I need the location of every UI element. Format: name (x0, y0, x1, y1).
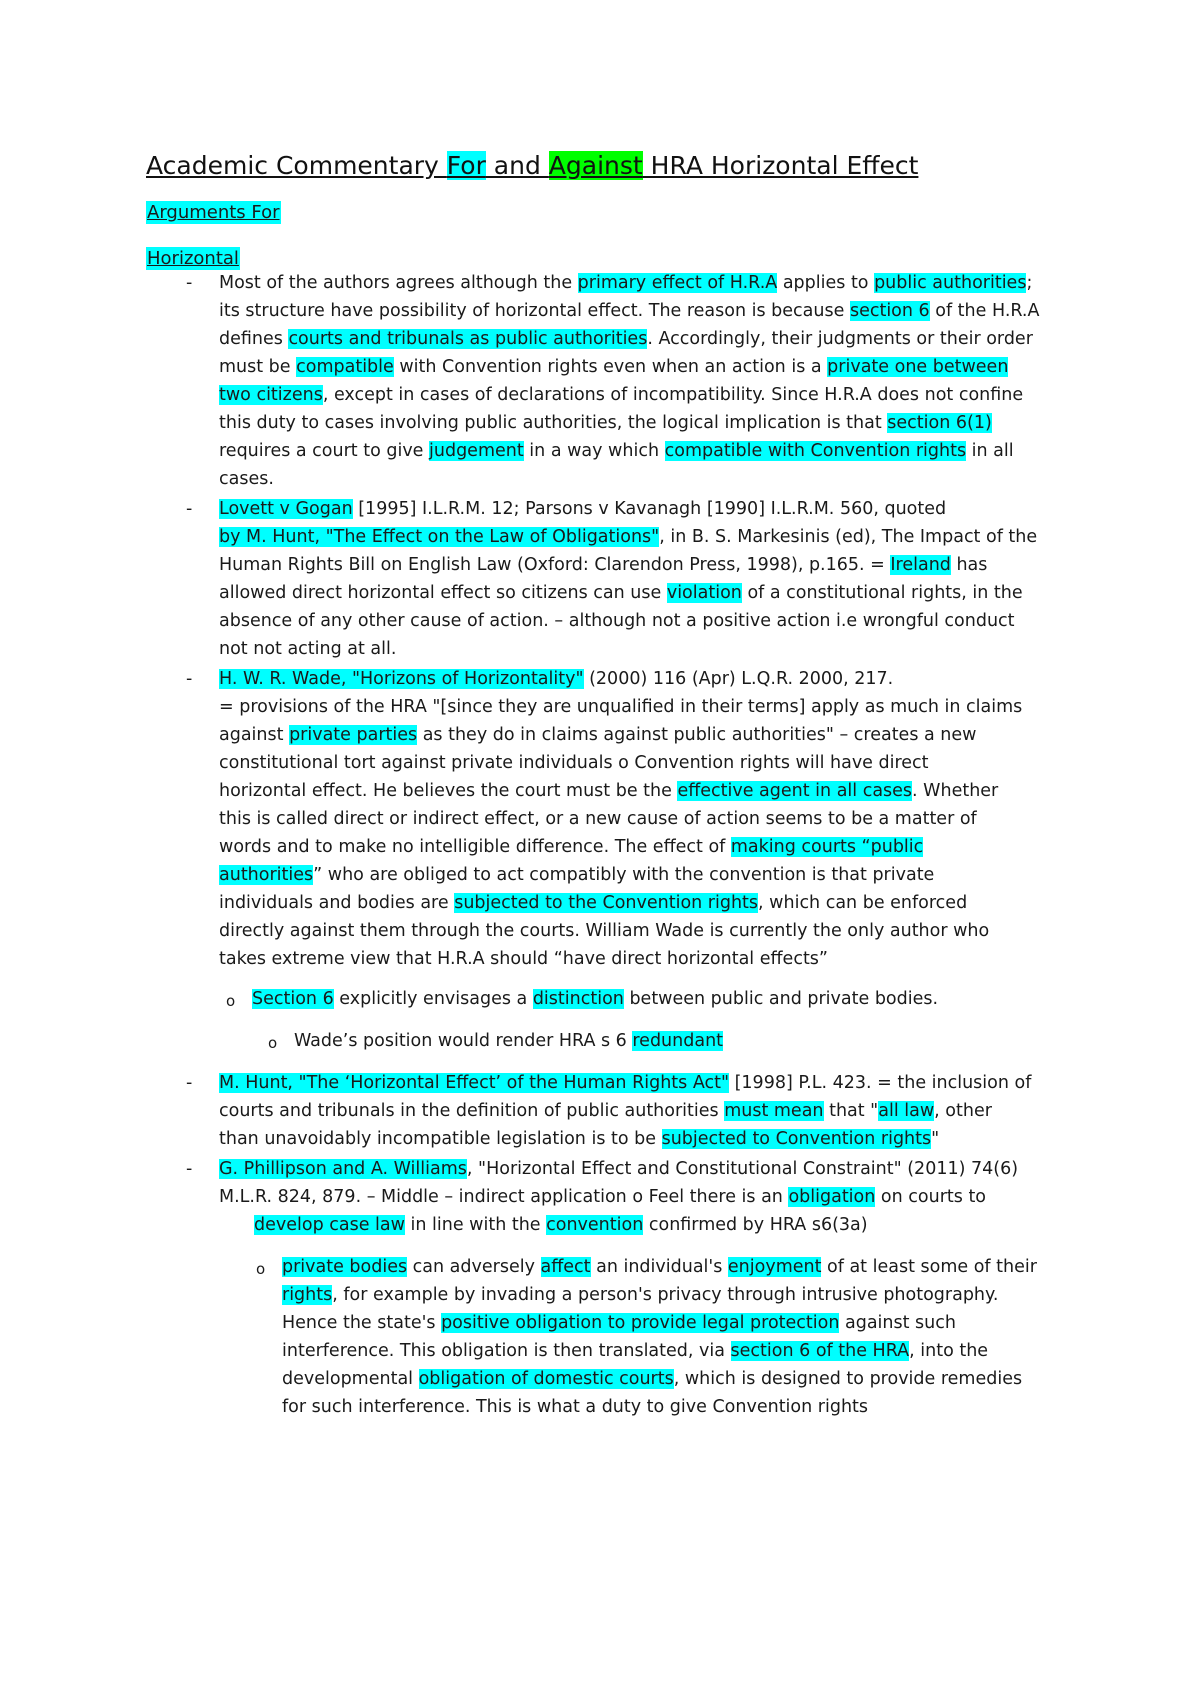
text-run: directly against them through the courts. William Wade is currently the only author who (219, 921, 990, 941)
highlighted-text: judgement (429, 441, 524, 461)
text-run: with Convention rights even when an action is a (393, 357, 828, 377)
text-line (282, 1336, 988, 1367)
text-line (294, 1026, 723, 1057)
text-line (219, 1154, 1018, 1185)
text-line (282, 1252, 1037, 1283)
highlighted-text: effective agent in all cases (677, 781, 913, 801)
highlighted-text: rights (282, 1285, 333, 1305)
text-line (219, 550, 987, 581)
highlighted-text: convention (546, 1215, 644, 1235)
text-run: M.L.R. 824, 879. – Middle – indirect application o Feel there is an (219, 1187, 789, 1207)
highlighted-text: section 6(1) (887, 413, 992, 433)
text-run: not not acting at all. (219, 639, 397, 659)
highlighted-text: subjected to the Convention rights (454, 893, 759, 913)
text-run: an individual's (590, 1257, 728, 1277)
text-run: developmental (282, 1369, 419, 1389)
highlighted-text: private one between (827, 357, 1009, 377)
text-run: absence of any other cause of action. – although not a positive action i.e wrongful conduct (219, 611, 1015, 631)
text-run: of the H.R.A (929, 301, 1040, 321)
text-line (254, 1210, 868, 1241)
highlighted-text: making courts “public (730, 837, 924, 857)
text-run: , other (934, 1101, 992, 1121)
text-line (219, 380, 1023, 411)
text-line (219, 296, 1039, 327)
text-run: can adversely (407, 1257, 541, 1277)
highlighted-text: section 6 (849, 301, 930, 321)
text-line (219, 1096, 992, 1127)
text-run: ; (1026, 273, 1033, 293)
text-run: in all (966, 441, 1014, 461)
text-run: than unavoidably incompatible legislation is to be (219, 1129, 662, 1149)
text-run: between public and private bodies. (623, 989, 939, 1009)
text-run: . Accordingly, their judgments or their order (647, 329, 1033, 349)
text-line (219, 1124, 939, 1155)
text-run: [1995] I.L.R.M. 12; Parsons v Kavanagh [1990] I.L.R.M. 560, quoted (352, 499, 947, 519)
highlighted-text: section 6 of the HRA (730, 1341, 910, 1361)
highlighted-text: For (446, 151, 486, 180)
text-line (219, 832, 923, 863)
text-line (219, 776, 998, 807)
highlighted-text: Against (548, 151, 643, 180)
text-line (219, 748, 929, 779)
subheading-horizontal: Horizontal (147, 248, 239, 269)
text-line (219, 888, 967, 919)
text-run: HRA Horizontal Effect (642, 151, 919, 180)
text-run: . Whether (912, 781, 999, 801)
text-line (219, 634, 396, 665)
text-run: of at least some of their (821, 1257, 1037, 1277)
text-line (219, 408, 992, 439)
text-run: = provisions of the HRA "[since they are unqualified in their terms] apply as much in claims (219, 697, 1023, 717)
highlighted-text: develop case law (254, 1215, 405, 1235)
text-run: in line with the (404, 1215, 547, 1235)
text-line (282, 1308, 956, 1339)
text-run: ” who are obliged to act compatibly with the convention is that private (313, 865, 935, 885)
text-run: words and to make no intelligible difference. The effect of (219, 837, 731, 857)
text-line (219, 268, 1032, 299)
text-run: for such interference. This is what a duty to give Convention rights (282, 1397, 869, 1417)
highlighted-text: private parties (289, 725, 418, 745)
text-run: defines (219, 329, 289, 349)
highlighted-text: compatible (296, 357, 394, 377)
text-run: confirmed by HRA s6(3a) (643, 1215, 868, 1235)
highlighted-text: violation (666, 583, 742, 603)
text-line (219, 436, 1014, 467)
text-line (219, 324, 1033, 355)
highlighted-text: Ireland (890, 555, 951, 575)
highlighted-text: distinction (532, 989, 624, 1009)
text-run: applies to (777, 273, 875, 293)
dash-bullet-marker: - (186, 1073, 193, 1093)
sub-bullet-marker: o (268, 1034, 278, 1052)
highlighted-text: H. W. R. Wade, "Horizons of Horizontality" (219, 669, 584, 689)
text-line (219, 522, 1037, 553)
text-line (219, 578, 1023, 609)
text-run: , which is designed to provide remedies (673, 1369, 1023, 1389)
text-line (219, 664, 893, 695)
text-line (219, 464, 274, 495)
text-run: , for example by invading a person's privacy through intrusive photography. (332, 1285, 999, 1305)
highlighted-text: public authorities (874, 273, 1027, 293)
text-run: against (219, 725, 290, 745)
text-run: in a way which (523, 441, 665, 461)
text-run: , in B. S. Markesinis (ed), The Impact of the (659, 527, 1038, 547)
text-line (219, 944, 828, 975)
highlighted-text: two citizens (219, 385, 323, 405)
text-run: and (485, 151, 549, 180)
text-run: Human Rights Bill on English Law (Oxford: Clarendon Press, 1998), p.165. = (219, 555, 891, 575)
text-run: , which can be enforced (758, 893, 968, 913)
text-run: takes extreme view that H.R.A should “have direct horizontal effects” (219, 949, 828, 969)
text-run: this duty to cases involving public authorities, the logical implication is that (219, 413, 888, 433)
text-line (219, 352, 1008, 383)
text-run: interference. This obligation is then translated, via (282, 1341, 731, 1361)
text-run: Most of the authors agrees although the (219, 273, 578, 293)
text-line (219, 494, 946, 525)
text-line (219, 1182, 986, 1213)
text-line (219, 860, 934, 891)
text-run: has (950, 555, 988, 575)
dash-bullet-marker: - (186, 273, 193, 293)
text-run: Hence the state's (282, 1313, 442, 1333)
highlighted-text: M. Hunt, "The ‘Horizontal Effect’ of the Human Rights Act" (219, 1073, 730, 1093)
highlighted-text: positive obligation to provide legal protection (441, 1313, 840, 1333)
highlighted-text: enjoyment (727, 1257, 822, 1277)
highlighted-text: G. Phillipson and A. Williams (219, 1159, 467, 1179)
text-run: , into the (909, 1341, 989, 1361)
text-run: of a constitutional rights, in the (741, 583, 1023, 603)
highlighted-text: affect (540, 1257, 591, 1277)
highlighted-text: subjected to Convention rights (661, 1129, 932, 1149)
highlighted-text: obligation (788, 1187, 876, 1207)
dash-bullet-marker: - (186, 669, 193, 689)
text-line (219, 606, 1015, 637)
text-run: explicitly envisages a (333, 989, 533, 1009)
text-line (282, 1364, 1022, 1395)
text-run: horizontal effect. He believes the court must be the (219, 781, 678, 801)
highlighted-text: obligation of domestic courts (418, 1369, 674, 1389)
text-run: Wade’s position would render HRA s 6 (294, 1031, 633, 1051)
text-line (219, 1068, 1031, 1099)
text-line (282, 1392, 868, 1423)
text-line (219, 916, 989, 947)
sub-bullet-marker: o (256, 1260, 266, 1278)
text-line (282, 1280, 998, 1311)
text-run: that " (823, 1101, 879, 1121)
text-line (252, 984, 938, 1015)
dash-bullet-marker: - (186, 499, 193, 519)
dash-bullet-marker: - (186, 1159, 193, 1179)
text-run: must be (219, 357, 297, 377)
text-run: requires a court to give (219, 441, 430, 461)
highlighted-text: compatible with Convention rights (664, 441, 967, 461)
text-run: its structure have possibility of horizontal effect. The reason is because (219, 301, 850, 321)
text-run: allowed direct horizontal effect so citizens can use (219, 583, 667, 603)
text-run: individuals and bodies are (219, 893, 455, 913)
sub-bullet-marker: o (226, 992, 236, 1010)
highlighted-text: all law (878, 1101, 935, 1121)
highlighted-text: redundant (632, 1031, 724, 1051)
text-line (219, 720, 976, 751)
text-line (219, 692, 1022, 723)
text-run: [1998] P.L. 423. = the inclusion of (729, 1073, 1032, 1093)
text-run: " (931, 1129, 940, 1149)
text-run: constitutional tort against private individuals o Convention rights will have direct (219, 753, 929, 773)
highlighted-text: by M. Hunt, "The Effect on the Law of Obligations" (219, 527, 660, 547)
text-run: (2000) 116 (Apr) L.Q.R. 2000, 217. (583, 669, 894, 689)
highlighted-text: Section 6 (252, 989, 334, 1009)
text-run: against such (839, 1313, 956, 1333)
text-line (219, 804, 977, 835)
highlighted-text: Lovett v Gogan (219, 499, 353, 519)
text-run: , except in cases of declarations of incompatibility. Since H.R.A does not confine (322, 385, 1024, 405)
text-run: courts and tribunals in the definition of public authorities (219, 1101, 725, 1121)
text-run: as they do in claims against public authorities" – creates a new (417, 725, 977, 745)
document-title (146, 150, 918, 182)
text-run: Academic Commentary (146, 151, 447, 180)
text-run: this is called direct or indirect effect, or a new cause of action seems to be a matter of (219, 809, 977, 829)
highlighted-text: courts and tribunals as public authorities (288, 329, 648, 349)
highlighted-text: primary effect of H.R.A (577, 273, 778, 293)
subheading-arguments-for: Arguments For (147, 202, 280, 223)
text-run: , "Horizontal Effect and Constitutional Constraint" (2011) 74(6) (466, 1159, 1019, 1179)
highlighted-text: must mean (724, 1101, 824, 1121)
text-run: on courts to (875, 1187, 987, 1207)
highlighted-text: authorities (219, 865, 314, 885)
text-run: cases. (219, 469, 274, 489)
highlighted-text: private bodies (282, 1257, 408, 1277)
